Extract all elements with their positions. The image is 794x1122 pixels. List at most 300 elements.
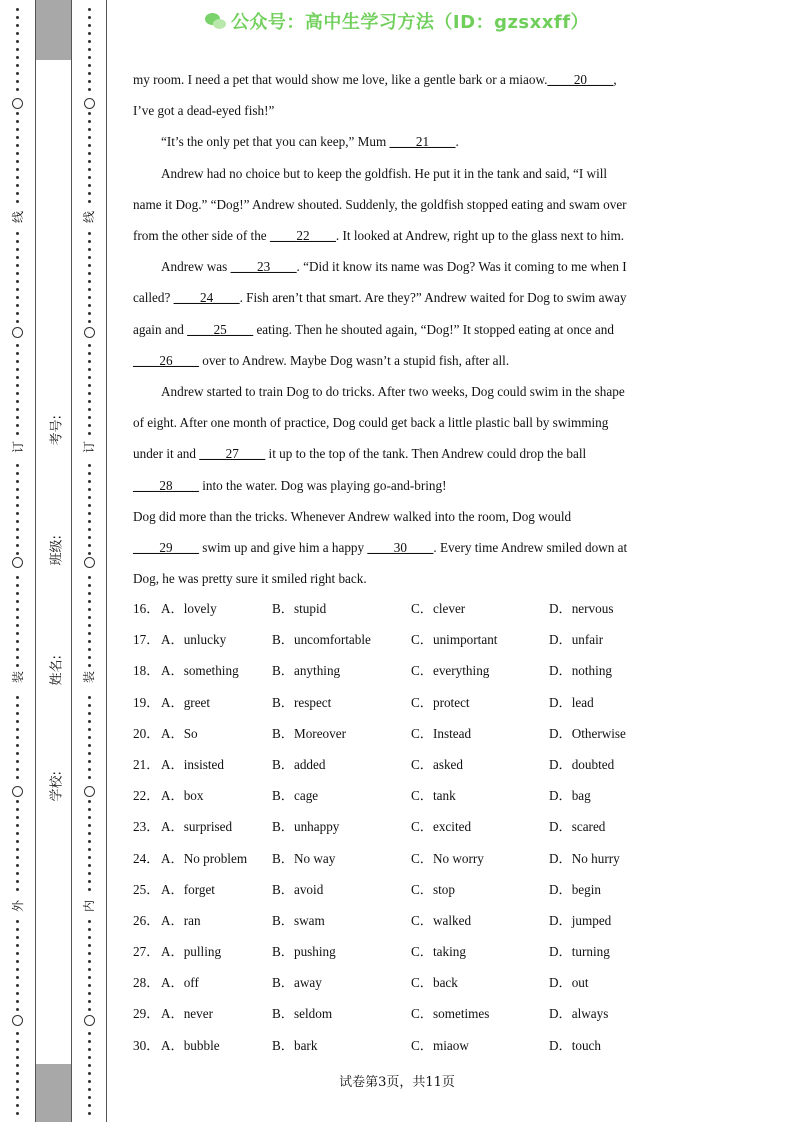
answer-blank: ____23____	[230, 259, 297, 275]
binding-dot	[88, 472, 91, 475]
binding-dot	[16, 248, 19, 251]
passage-text: into the water. Dog was playing go-and-bring!	[198, 477, 447, 493]
binding-dot	[16, 1096, 19, 1099]
binding-dot	[88, 360, 91, 363]
binding-dot	[88, 160, 91, 163]
binding-dot	[88, 1048, 91, 1051]
option-b: B．unhappy	[272, 819, 340, 835]
binding-dot	[16, 408, 19, 411]
binding-dot	[88, 496, 91, 499]
binding-dot	[16, 256, 19, 259]
passage-text: Andrew was	[161, 259, 231, 275]
binding-dot	[16, 344, 19, 347]
binding-dot	[88, 256, 91, 259]
binding-dot	[88, 240, 91, 243]
passage-text: swim up and give him a happy	[198, 540, 368, 556]
binding-dot	[16, 624, 19, 627]
passage-line	[133, 95, 663, 126]
question-row	[133, 718, 673, 749]
binding-dot	[16, 496, 19, 499]
inner-binding-margin	[72, 0, 107, 1122]
option-a: A．greet	[161, 694, 211, 710]
binding-dot	[16, 840, 19, 843]
binding-dot	[16, 144, 19, 147]
passage-line	[133, 407, 663, 438]
binding-dot	[16, 160, 19, 163]
passage-text: of eight. After one month of practice, Dog could get back a little plastic ball by swimming	[133, 415, 609, 431]
option-a: A．forget	[161, 881, 215, 897]
binding-dot	[88, 664, 91, 667]
option-b: B．pushing	[272, 944, 336, 960]
binding-dot	[88, 288, 91, 291]
option-d: D．touch	[549, 1037, 602, 1053]
binding-dot	[88, 544, 91, 547]
binding-dot	[16, 768, 19, 771]
binding-dot	[88, 576, 91, 579]
binding-dot	[16, 720, 19, 723]
option-a: A．bubble	[161, 1037, 220, 1053]
binding-dot	[16, 616, 19, 619]
option-a: A．So	[161, 725, 198, 741]
binding-mark-outside: 外	[10, 900, 25, 913]
question-row	[133, 998, 673, 1029]
binding-dot	[88, 744, 91, 747]
binding-dot	[88, 984, 91, 987]
binding-dot	[16, 544, 19, 547]
option-a: A．ran	[161, 912, 201, 928]
binding-dot	[16, 504, 19, 507]
option-c: C．Instead	[411, 725, 472, 741]
passage-text: under it and	[133, 446, 200, 462]
binding-dot	[16, 1104, 19, 1107]
binding-dot	[16, 600, 19, 603]
binding-mark-line: 线	[10, 211, 25, 224]
option-b: B．uncomfortable	[272, 632, 371, 648]
binding-dot	[16, 240, 19, 243]
binding-dot	[88, 816, 91, 819]
binding-dot	[88, 864, 91, 867]
option-d: D．bag	[549, 788, 591, 804]
binding-dot	[16, 976, 19, 979]
question-number: 24．	[133, 850, 160, 866]
binding-mark-line: 线	[82, 211, 96, 224]
binding-dot	[16, 800, 19, 803]
binding-dot	[16, 864, 19, 867]
option-c: C．protect	[411, 694, 470, 710]
binding-dot	[88, 728, 91, 731]
binding-dot	[88, 736, 91, 739]
binding-dot	[16, 1008, 19, 1011]
binding-dot	[16, 592, 19, 595]
binding-dot	[16, 152, 19, 155]
binding-dot	[88, 992, 91, 995]
passage-line	[133, 251, 663, 282]
binding-dot	[16, 272, 19, 275]
binding-dot	[88, 128, 91, 131]
option-c: C．No worry	[411, 850, 484, 866]
binding-dot	[88, 392, 91, 395]
binding-circle-icon	[84, 327, 95, 338]
binding-dot	[88, 1000, 91, 1003]
answer-blank: ____26____	[133, 352, 199, 368]
option-a: A．insisted	[161, 756, 225, 772]
binding-dot	[16, 136, 19, 139]
binding-dot	[16, 304, 19, 307]
binding-dot	[88, 832, 91, 835]
binding-dot	[88, 968, 91, 971]
passage-text: name it Dog.” “Dog!” Andrew shouted. Suddenly, the goldfish stopped eating and swam over	[133, 196, 627, 212]
binding-circle-icon	[12, 557, 23, 568]
binding-dot	[16, 920, 19, 923]
passage-text: again and	[133, 321, 188, 337]
binding-dot	[16, 808, 19, 811]
binding-dot	[16, 936, 19, 939]
question-row	[133, 624, 673, 655]
binding-dot	[16, 1048, 19, 1051]
passage-line	[133, 438, 663, 469]
binding-dot	[16, 400, 19, 403]
binding-dot	[16, 112, 19, 115]
binding-dot	[16, 960, 19, 963]
question-number: 26．	[133, 912, 160, 928]
binding-dot	[16, 360, 19, 363]
binding-dot	[16, 992, 19, 995]
binding-dot	[16, 48, 19, 51]
binding-dot	[88, 768, 91, 771]
binding-dot	[16, 432, 19, 435]
passage-text: ,	[613, 72, 617, 87]
option-c: C．tank	[411, 788, 456, 804]
binding-dot	[88, 192, 91, 195]
option-d: D．scared	[549, 819, 606, 835]
school-label: 学校:	[49, 771, 65, 802]
question-row	[133, 655, 673, 686]
binding-dot	[88, 416, 91, 419]
option-c: C．taking	[411, 944, 466, 960]
binding-dot	[16, 464, 19, 467]
option-d: D．No hurry	[549, 850, 620, 866]
passage-text: .	[455, 134, 459, 150]
binding-dot	[16, 640, 19, 643]
binding-dot	[88, 640, 91, 643]
option-d: D．doubted	[549, 756, 615, 772]
binding-dot	[16, 168, 19, 171]
passage-text: my room. I need a pet that would show me love, like a gentle bark or a miaow.	[133, 72, 548, 87]
wechat-icon	[205, 13, 227, 31]
option-d: D．unfair	[549, 632, 604, 648]
binding-dot	[88, 808, 91, 811]
question-row	[133, 687, 673, 718]
binding-dot	[88, 776, 91, 779]
binding-mark-inside: 内	[82, 900, 96, 913]
binding-dot	[88, 504, 91, 507]
binding-dot	[88, 720, 91, 723]
binding-dot	[16, 712, 19, 715]
binding-dot	[16, 296, 19, 299]
option-d: D．jumped	[549, 912, 612, 928]
question-row	[133, 843, 673, 874]
binding-dot	[16, 664, 19, 667]
binding-dot	[16, 848, 19, 851]
option-a: A．unlucky	[161, 632, 227, 648]
binding-dot	[16, 760, 19, 763]
option-d: D．Otherwise	[549, 725, 626, 741]
option-c: C．unimportant	[411, 632, 498, 648]
binding-dot	[88, 40, 91, 43]
binding-dot	[88, 584, 91, 587]
passage-text: eating. Then he shouted again, “Dog!” It stopped eating at once and	[253, 321, 614, 337]
binding-dot	[88, 624, 91, 627]
passage-line	[133, 158, 663, 189]
binding-dot	[16, 368, 19, 371]
binding-dot	[88, 936, 91, 939]
option-b: B．bark	[272, 1037, 318, 1053]
binding-mark-order: 订	[82, 441, 96, 454]
binding-dot	[16, 192, 19, 195]
passage-text: . It looked at Andrew, right up to the glass next to him.	[335, 228, 625, 244]
passage-text: Dog, he was pretty sure it smiled right back.	[133, 571, 367, 587]
binding-dot	[88, 120, 91, 123]
passage-text: from the other side of the	[133, 228, 270, 244]
passage-line	[133, 470, 663, 501]
binding-dot	[16, 320, 19, 323]
option-b: B．away	[272, 975, 322, 991]
binding-dot	[88, 928, 91, 931]
binding-dot	[88, 528, 91, 531]
binding-circle-icon	[84, 98, 95, 109]
binding-dot	[88, 552, 91, 555]
passage-text: called?	[133, 290, 174, 306]
option-a: A．pulling	[161, 944, 222, 960]
binding-dot	[88, 368, 91, 371]
option-a: A．lovely	[161, 601, 217, 616]
binding-dot	[88, 64, 91, 67]
option-b: B．avoid	[272, 881, 324, 897]
question-number: 22．	[133, 788, 160, 804]
option-b: B．swam	[272, 912, 325, 928]
binding-dot	[16, 528, 19, 531]
binding-dot	[16, 472, 19, 475]
question-number: 28．	[133, 975, 160, 991]
question-row	[133, 874, 673, 905]
binding-dot	[88, 760, 91, 763]
binding-dot	[88, 112, 91, 115]
binding-dot	[88, 608, 91, 611]
option-d: D．turning	[549, 944, 610, 960]
option-d: D．nothing	[549, 663, 613, 679]
question-row	[133, 811, 673, 842]
binding-dot	[16, 64, 19, 67]
binding-dot	[88, 952, 91, 955]
binding-dot	[16, 584, 19, 587]
watermark-text: 公众号：高中生学习方法（ID：gzsxxff）	[230, 12, 590, 33]
binding-dot	[88, 184, 91, 187]
binding-dot	[16, 72, 19, 75]
option-a: A．something	[161, 663, 239, 679]
binding-dot	[16, 232, 19, 235]
answer-blank: ____20____	[547, 72, 614, 87]
binding-dot	[16, 1064, 19, 1067]
option-a: A．No problem	[161, 850, 248, 866]
binding-dot	[88, 1032, 91, 1035]
question-number: 21．	[133, 756, 160, 772]
binding-dot	[88, 72, 91, 75]
binding-dot	[16, 280, 19, 283]
binding-dot	[88, 632, 91, 635]
binding-dot	[16, 312, 19, 315]
option-a: A．surprised	[161, 819, 233, 835]
passage-line	[133, 501, 663, 532]
question-row	[133, 593, 673, 624]
question-number: 30．	[133, 1037, 160, 1053]
binding-dot	[16, 728, 19, 731]
binding-dot	[88, 888, 91, 891]
binding-circle-icon	[12, 327, 23, 338]
binding-dot	[88, 352, 91, 355]
binding-dot	[88, 384, 91, 387]
binding-dot	[16, 880, 19, 883]
binding-dot	[16, 1112, 19, 1115]
binding-dot	[16, 928, 19, 931]
name-label: 姓名:	[49, 655, 65, 686]
binding-dot	[88, 848, 91, 851]
binding-dot	[16, 952, 19, 955]
option-a: A．box	[161, 788, 204, 804]
binding-dot	[88, 264, 91, 267]
question-row	[133, 749, 673, 780]
binding-dot	[88, 376, 91, 379]
binding-dot	[16, 40, 19, 43]
option-c: C．back	[411, 975, 458, 991]
option-d: D．always	[549, 1006, 609, 1022]
binding-mark-order: 订	[10, 441, 25, 454]
exam-number-label: 考号:	[49, 415, 65, 446]
passage-line	[133, 64, 663, 95]
question-number: 19．	[133, 694, 160, 710]
binding-dot	[88, 248, 91, 251]
binding-dot	[88, 656, 91, 659]
passage-text: . Every time Andrew smiled down at	[433, 540, 628, 556]
binding-dot	[16, 536, 19, 539]
binding-dot	[16, 376, 19, 379]
binding-dot	[16, 88, 19, 91]
question-number: 20．	[133, 725, 160, 741]
option-c: C．sometimes	[411, 1006, 490, 1022]
binding-dot	[88, 1112, 91, 1115]
binding-dot	[88, 408, 91, 411]
passage-text: over to Andrew. Maybe Dog wasn’t a stupid fish, after all.	[198, 352, 510, 368]
passage-line	[133, 189, 663, 220]
binding-dot	[16, 480, 19, 483]
binding-dot	[88, 616, 91, 619]
binding-dot	[16, 984, 19, 987]
binding-dot	[16, 856, 19, 859]
question-number: 16．	[133, 601, 160, 616]
option-d: D．nervous	[549, 601, 614, 616]
outer-binding-margin	[0, 0, 35, 1122]
answer-blank: ____30____	[367, 540, 434, 556]
passage-line	[133, 314, 663, 345]
option-a: A．never	[161, 1006, 213, 1022]
binding-dot	[16, 704, 19, 707]
binding-dot	[88, 80, 91, 83]
option-b: B．cage	[272, 788, 319, 804]
binding-circle-icon	[12, 98, 23, 109]
binding-dot	[88, 136, 91, 139]
question-row	[133, 936, 673, 967]
binding-dot	[88, 1096, 91, 1099]
answer-options	[133, 593, 673, 1061]
binding-dot	[16, 576, 19, 579]
binding-mark-bind: 装	[10, 671, 25, 684]
binding-dot	[16, 1000, 19, 1003]
binding-dot	[88, 712, 91, 715]
binding-dot	[16, 752, 19, 755]
option-b: B．Moreover	[272, 725, 346, 741]
binding-dot	[88, 296, 91, 299]
binding-dot	[88, 592, 91, 595]
passage-line	[133, 376, 663, 407]
question-number: 25．	[133, 881, 160, 897]
binding-dot	[16, 1040, 19, 1043]
binding-dot	[88, 464, 91, 467]
option-c: C．walked	[411, 912, 472, 928]
option-b: B．anything	[272, 663, 341, 679]
binding-dot	[88, 536, 91, 539]
question-number: 17．	[133, 632, 160, 648]
binding-dot	[88, 168, 91, 171]
binding-mark-bind: 装	[82, 671, 96, 684]
binding-dot	[88, 800, 91, 803]
binding-circle-icon	[84, 557, 95, 568]
binding-dot	[88, 840, 91, 843]
answer-blank: ____24____	[173, 290, 240, 306]
binding-dot	[16, 608, 19, 611]
option-c: C．excited	[411, 819, 472, 835]
option-c: C．clever	[411, 601, 466, 616]
binding-dot	[16, 488, 19, 491]
binding-dot	[88, 648, 91, 651]
passage-text: it up to the top of the tank. Then Andrew could drop the ball	[265, 446, 587, 462]
binding-dot	[88, 824, 91, 827]
binding-dot	[88, 424, 91, 427]
question-number: 18．	[133, 663, 160, 679]
cloze-passage	[133, 64, 663, 594]
option-b: B．respect	[272, 694, 332, 710]
option-d: D．begin	[549, 881, 602, 897]
binding-dot	[16, 264, 19, 267]
passage-text: Dog did more than the tricks. Whenever Andrew walked into the room, Dog would	[133, 508, 572, 524]
binding-dot	[88, 976, 91, 979]
binding-dot	[16, 120, 19, 123]
binding-dot	[88, 432, 91, 435]
passage-line	[133, 345, 663, 376]
binding-dot	[88, 200, 91, 203]
binding-circle-icon	[12, 786, 23, 797]
option-b: B．No way	[272, 850, 336, 866]
binding-dot	[16, 832, 19, 835]
binding-circle-icon	[84, 1015, 95, 1026]
binding-dot	[16, 632, 19, 635]
passage-text: “It’s the only pet that you can keep,” Mum	[161, 134, 390, 150]
binding-dot	[88, 144, 91, 147]
binding-dot	[88, 88, 91, 91]
passage-line	[133, 220, 663, 251]
option-b: B．seldom	[272, 1006, 333, 1022]
watermark-header	[0, 8, 794, 34]
page-footer: 试卷第3页，共11页	[339, 1075, 455, 1090]
option-d: D．out	[549, 975, 589, 991]
